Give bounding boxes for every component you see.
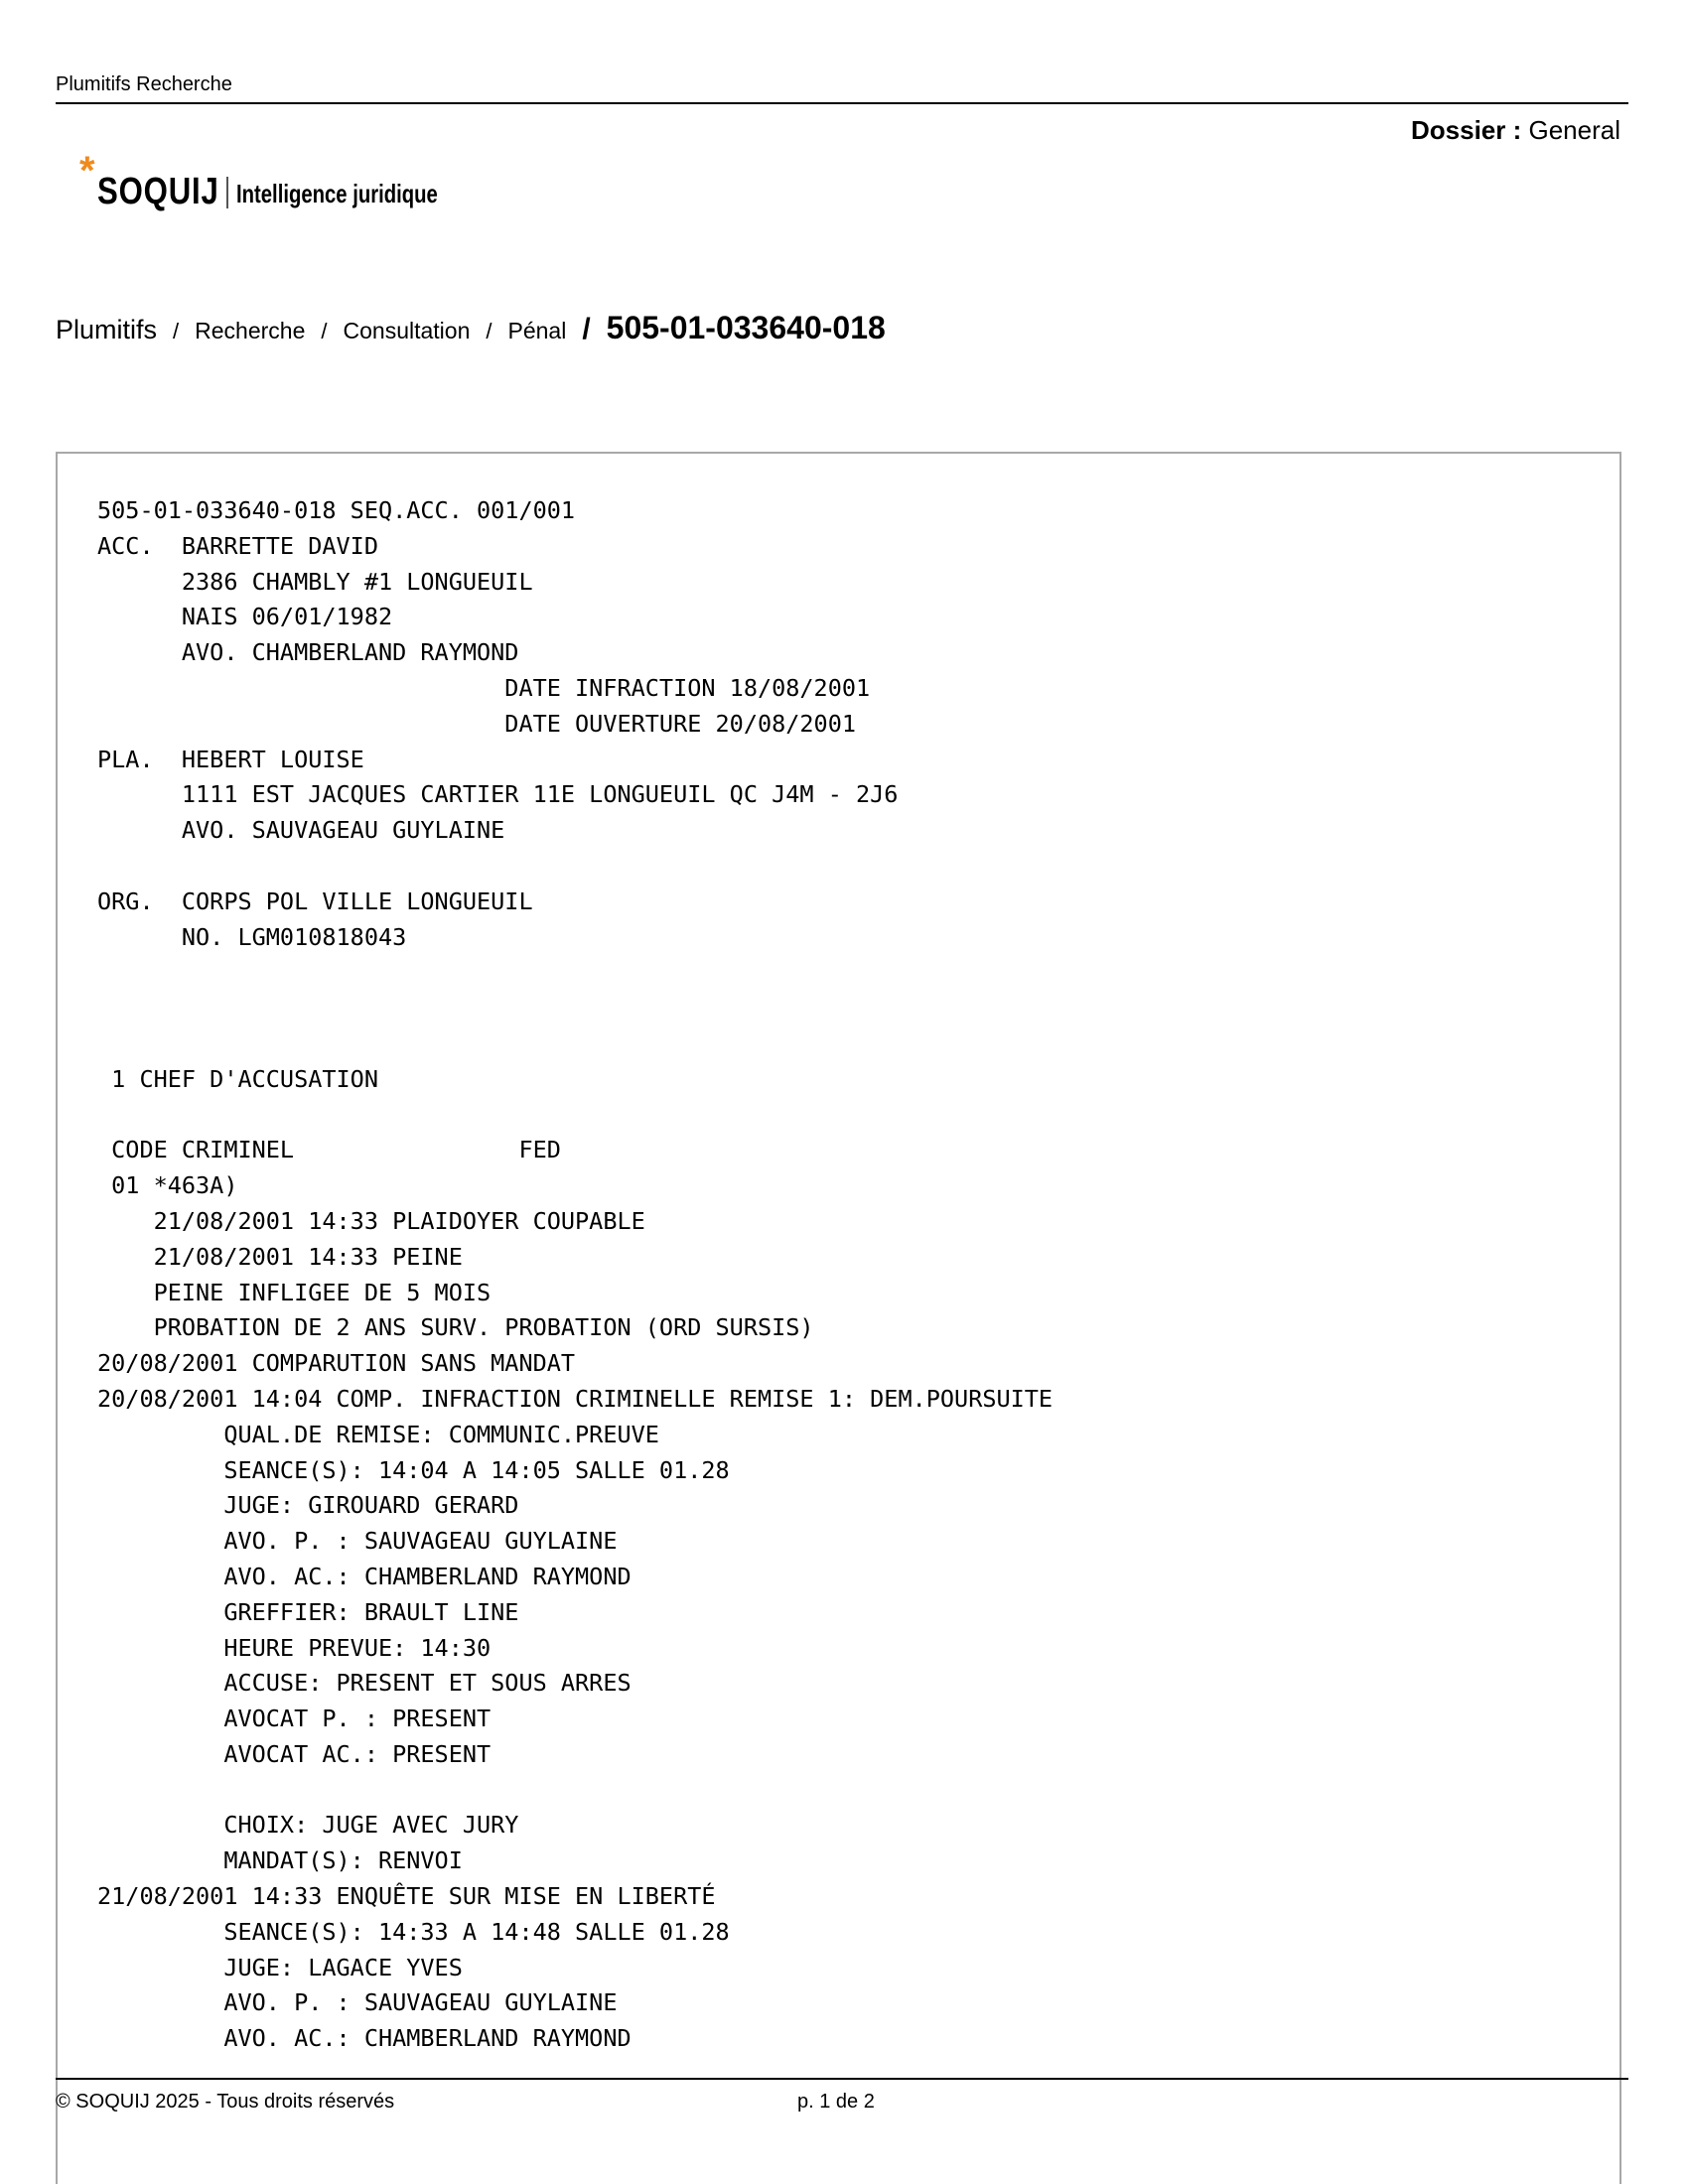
- record-line: CHOIX: JUGE AVEC JURY: [97, 1811, 519, 1840]
- breadcrumb-separator: /: [582, 313, 591, 345]
- breadcrumb: [56, 310, 886, 346]
- record-line: DATE OUVERTURE 20/08/2001: [97, 709, 857, 738]
- record-line: [97, 1773, 1053, 1809]
- record-line: CODE CRIMINEL FED: [97, 1136, 561, 1164]
- record-line: AVO. AC.: CHAMBERLAND RAYMOND: [97, 2024, 632, 2053]
- record-line: MANDAT(S): RENVOI: [97, 1846, 463, 1875]
- record-line: AVOCAT AC.: PRESENT: [97, 1739, 492, 1768]
- breadcrumb-separator: /: [321, 319, 328, 343]
- record-line: AVO. SAUVAGEAU GUYLAINE: [97, 816, 505, 845]
- record-line: AVO. P. : SAUVAGEAU GUYLAINE: [97, 1988, 618, 2017]
- record-line: [97, 1026, 1053, 1062]
- record-line: ACCUSE: PRESENT ET SOUS ARRES: [97, 1669, 632, 1698]
- page-header-title: Plumitifs Recherche: [56, 73, 232, 95]
- breadcrumb-item-recherche[interactable]: Recherche: [195, 318, 306, 343]
- record-line: 21/08/2001 14:33 PLAIDOYER COUPABLE: [97, 1206, 645, 1235]
- record-line: PROBATION DE 2 ANS SURV. PROBATION (ORD SURSIS): [97, 1313, 814, 1342]
- record-line: SEANCE(S): 14:04 A 14:05 SALLE 01.28: [97, 1455, 730, 1484]
- record-line: HEURE PREVUE: 14:30: [97, 1633, 492, 1662]
- breadcrumb-item-plumitifs[interactable]: Plumitifs: [56, 315, 158, 344]
- record-line: 21/08/2001 14:33 PEINE: [97, 1242, 463, 1271]
- record-line: SEANCE(S): 14:33 A 14:48 SALLE 01.28: [97, 1917, 730, 1946]
- breadcrumb-separator: /: [486, 319, 492, 343]
- record-line: 1 CHEF D'ACCUSATION: [97, 1064, 378, 1093]
- record-panel: [56, 452, 1621, 2184]
- record-line: AVOCAT P. : PRESENT: [97, 1705, 492, 1733]
- record-line: [97, 991, 1053, 1026]
- breadcrumb-separator: /: [173, 319, 180, 343]
- record-line: 20/08/2001 14:04 COMP. INFRACTION CRIMINELLE REMISE 1: DEM.POURSUITE: [97, 1384, 1054, 1413]
- dossier-label: Dossier :: [1411, 115, 1522, 145]
- logo-separator: [226, 177, 228, 208]
- record-line: 1111 EST JACQUES CARTIER 11E LONGUEUIL QC J4M - 2J6: [97, 780, 899, 809]
- record-line: 2386 CHAMBLY #1 LONGUEUIL: [97, 567, 533, 596]
- record-line: NAIS 06/01/1982: [97, 603, 393, 631]
- record-line: NO. LGM010818043: [97, 922, 407, 951]
- record-line: QUAL.DE REMISE: COMMUNIC.PREUVE: [97, 1420, 659, 1448]
- breadcrumb-current-file-number: 505-01-033640-018: [606, 310, 886, 345]
- record-line: 01 *463A): [97, 1171, 238, 1200]
- record-line: [97, 955, 1053, 991]
- breadcrumb-item-penal[interactable]: Pénal: [507, 318, 567, 343]
- record-line: [97, 1098, 1053, 1134]
- record-line: ORG. CORPS POL VILLE LONGUEUIL: [97, 887, 533, 915]
- record-line: AVO. AC.: CHAMBERLAND RAYMOND: [97, 1562, 632, 1590]
- record-line: JUGE: GIROUARD GERARD: [97, 1491, 519, 1520]
- logo-tagline: Intelligence juridique: [236, 179, 438, 208]
- record-line: AVO. P. : SAUVAGEAU GUYLAINE: [97, 1527, 618, 1556]
- record-line: PEINE INFLIGEE DE 5 MOIS: [97, 1278, 492, 1306]
- header-divider: [56, 102, 1628, 104]
- record-line: ACC. BARRETTE DAVID: [97, 531, 378, 560]
- dossier-value: General: [1528, 115, 1620, 145]
- record-line: DATE INFRACTION 18/08/2001: [97, 673, 871, 702]
- record-line: JUGE: LAGACE YVES: [97, 1953, 463, 1981]
- logo-name: SOQUIJ: [97, 171, 219, 212]
- record-line: 505-01-033640-018 SEQ.ACC. 001/001: [97, 496, 576, 524]
- dossier-indicator: [1411, 115, 1620, 146]
- footer-divider: [56, 2078, 1628, 2080]
- record-line: PLA. HEBERT LOUISE: [97, 745, 364, 773]
- logo-star-icon: *: [79, 149, 95, 193]
- record-line: GREFFIER: BRAULT LINE: [97, 1597, 519, 1626]
- record-line: AVO. CHAMBERLAND RAYMOND: [97, 638, 519, 667]
- record-line: [97, 849, 1053, 885]
- record-line: 20/08/2001 COMPARUTION SANS MANDAT: [97, 1349, 576, 1378]
- breadcrumb-item-consultation[interactable]: Consultation: [343, 318, 471, 343]
- soquij-logo: [79, 151, 496, 220]
- footer-page-number: p. 1 de 2: [797, 2091, 875, 2113]
- record-text: [97, 493, 1053, 2057]
- record-line: 21/08/2001 14:33 ENQUÊTE SUR MISE EN LIBERTÉ: [97, 1882, 716, 1911]
- footer-copyright: © SOQUIJ 2025 - Tous droits réservés: [56, 2091, 395, 2113]
